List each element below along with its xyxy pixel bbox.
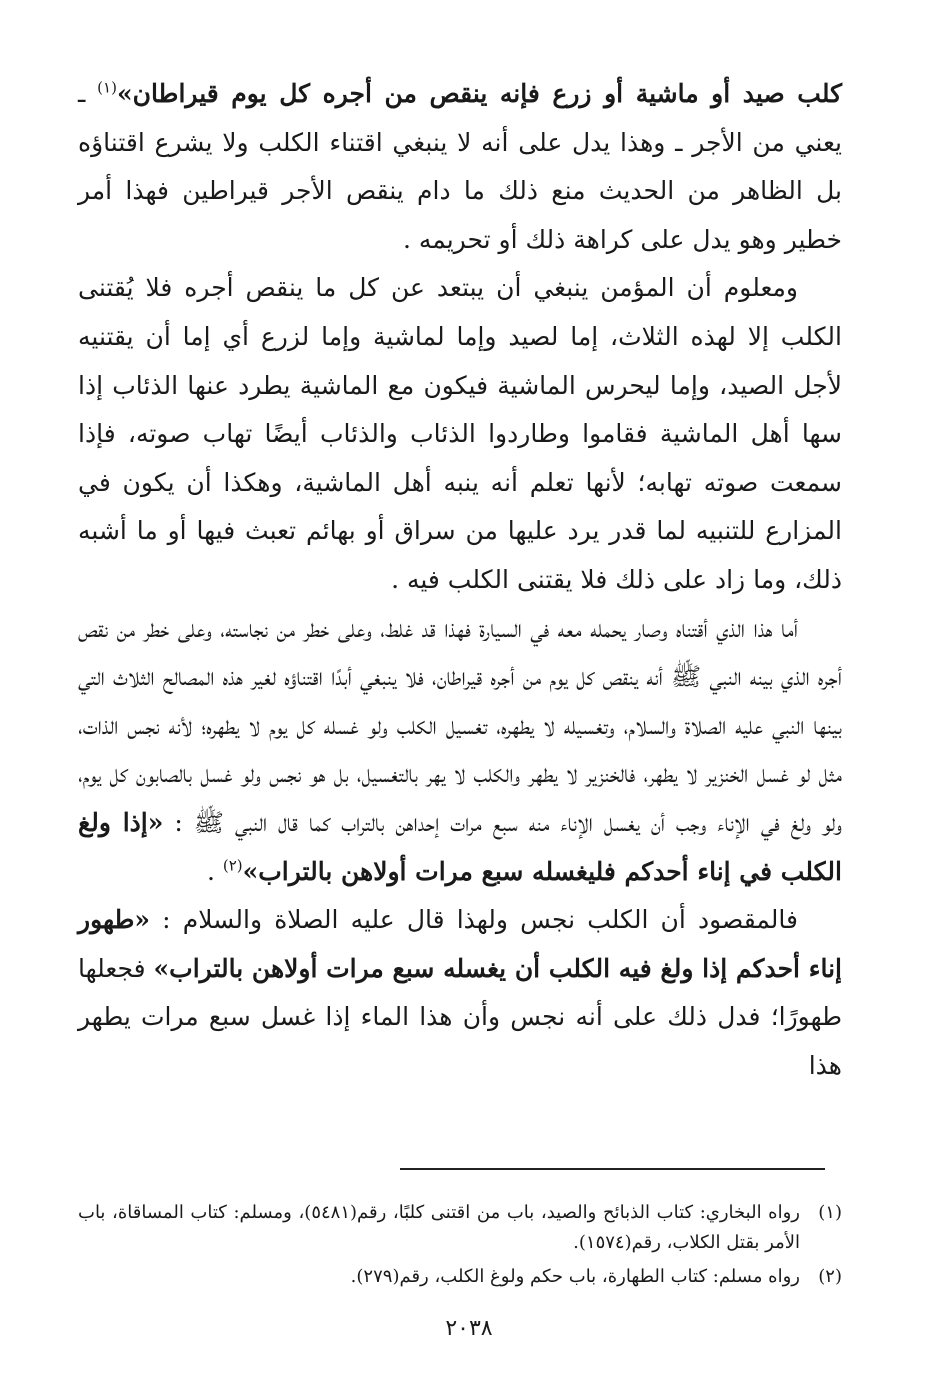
page-number: ٢٠٣٨ <box>445 1316 493 1341</box>
paragraph-3-text: أما هذا الذي أقتناه وصار يحمله معه في السيارة فهذا قد غلط، وعلى خطر من نجاسته، وعلى خطر من نقص أجره الذي بينه النبي ﷺ أنه ينقص كل يوم من أجره قيراطان، فلا ينبغي أبدًا اقتناؤه لغير هذه المصالح الثلاث التي بينها النبي عليه الصلاة والسلام، وتغسيله لا يطهره، تغسيل الكلب ولو غسله كل يوم لا يطهره؛ لأنه نجس الذات، مثل لو غسل الخنزير لا يطهر، فالخنزير لا يطهر والكلب لا يهر بالتغسيل، بل هو نجس ولو غسل بالصابون كل يوم، ولو ولغ في الإناء وجب أن يغسل الإناء منه سبع مرات إحداهن بالتراب كما قال النبي ﷺ : <box>78 613 842 837</box>
footnote-1-text: رواه البخاري: كتاب الذبائح والصيد، باب من اقتنى كلبًا، رقم(٥٤٨١)، ومسلم: كتاب المساقاة، باب الأمر بقتل الكلاب، رقم(١٥٧٤). <box>78 1202 800 1253</box>
paragraph-4-text: فالمقصود أن الكلب نجس ولهذا قال عليه الصلاة والسلام : <box>150 905 798 935</box>
footnote-1 <box>78 1198 842 1258</box>
hadith-quote-2: «إذا ولغ الكلب في إناء أحدكم فليغسله سبع مرات أولاهن بالتراب» <box>78 807 842 886</box>
footnote-2-text: رواه مسلم: كتاب الطهارة، باب حكم ولوغ الكلب، رقم(٢٧٩). <box>350 1266 800 1287</box>
footnote-divider <box>400 1168 825 1170</box>
footnote-ref-1: (١) <box>97 78 117 97</box>
paragraph-3 <box>78 605 842 897</box>
main-text <box>78 70 842 1090</box>
footnotes <box>78 1198 842 1296</box>
footnote-2 <box>78 1262 842 1292</box>
paragraph-1 <box>78 70 842 264</box>
footnote-ref-2: (٢) <box>222 856 243 875</box>
paragraph-3-end: . <box>206 856 223 886</box>
footnote-1-number: (١) <box>818 1202 842 1223</box>
paragraph-4-rest: فجعلها طهورًا؛ فدل ذلك على أنه نجس وأن هذا الماء إذا غسل سبع مرات يطهر هذا <box>78 953 842 1080</box>
paragraph-1-text: ـ يعني من الأجر ـ وهذا يدل على أنه لا ينبغي اقتناء الكلب ولا يشرع اقتناؤه بل الظاهر من الحديث منع ذلك ما دام ينقص الأجر قيراطين فهذا أمر خطير وهو يدل على كراهة ذلك أو تحريمه . <box>78 79 842 254</box>
paragraph-2: ومعلوم أن المؤمن ينبغي أن يبتعد عن كل ما ينقص أجره فلا يُقتنى الكلب إلا لهذه الثلاث، إما لصيد وإما لماشية وإما لزرع أي إما أن يقتنيه لأجل الصيد، وإما ليحرس الماشية فيكون مع الماشية يطرد عنها الذئاب إذا سها أهل الماشية فقاموا وطاردوا الذئاب والذئاب أيضًا تهاب صوته، فإذا سمعت صوته تهابه؛ لأنها تعلم أنه ينبه أهل الماشية، وهكذا أن يكون في المزارع للتنبيه لما قدر يرد عليها من سراق أو بهائم تعبث فيها أو ما أشبه ذلك، وما زاد على ذلك فلا يقتنى الكلب فيه . <box>78 273 842 594</box>
hadith-quote-3: «طهور إناء أحدكم إذا ولغ فيه الكلب أن يغسله سبع مرات أولاهن بالتراب» <box>78 905 842 983</box>
hadith-quote-1: كلب صيد أو ماشية أو زرع فإنه ينقص من أجره كل يوم قيراطان» <box>116 79 843 108</box>
footnote-2-number: (٢) <box>818 1266 842 1287</box>
paragraph-4 <box>78 896 842 1090</box>
